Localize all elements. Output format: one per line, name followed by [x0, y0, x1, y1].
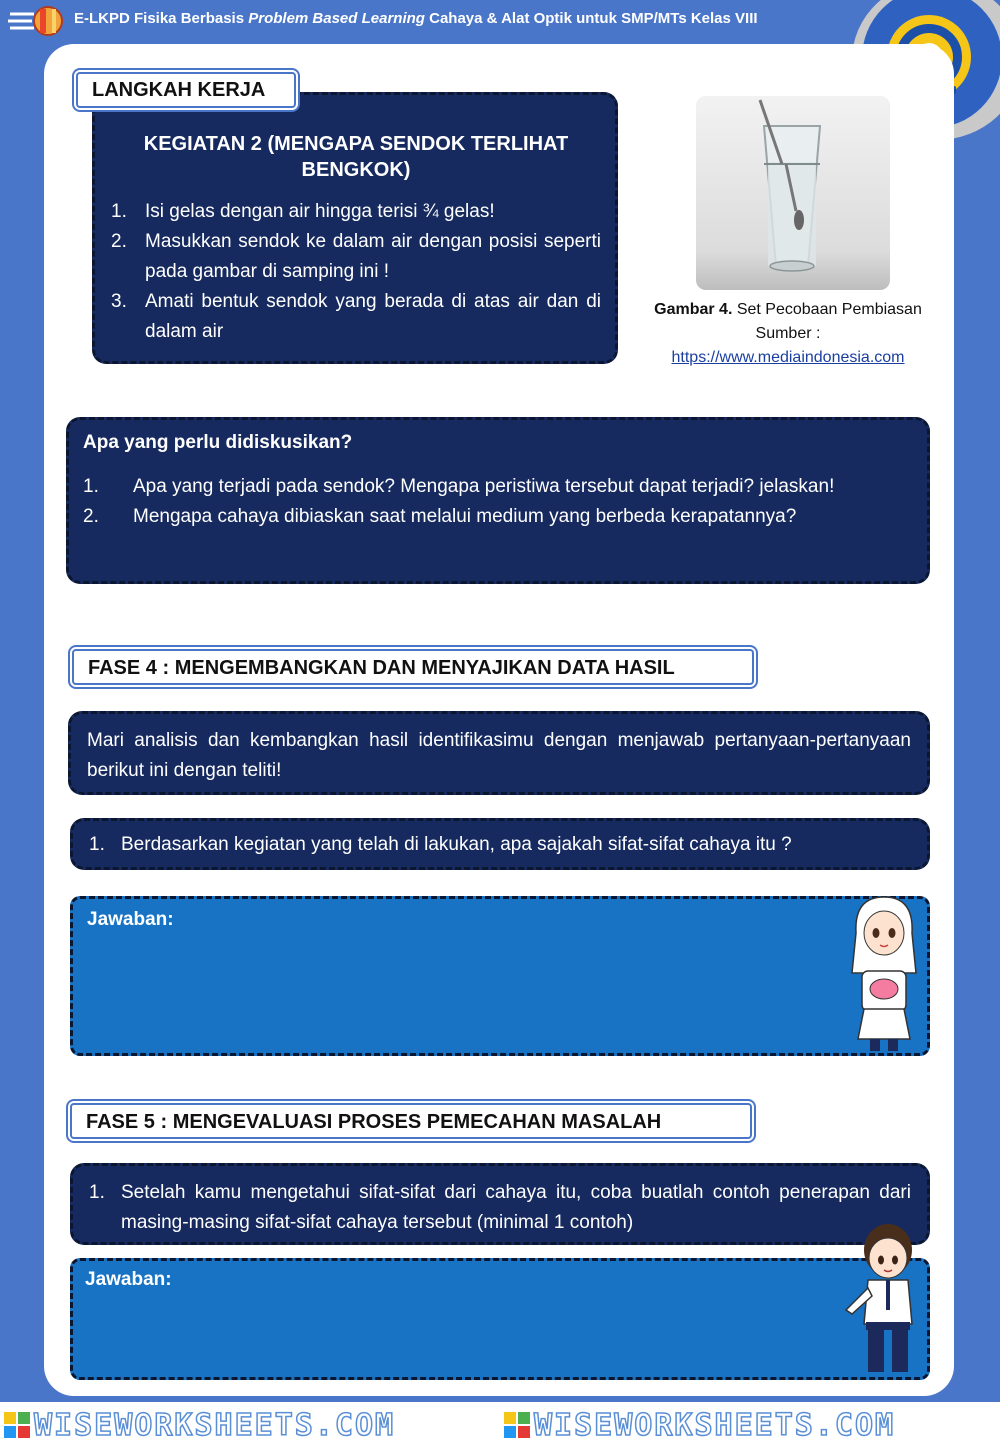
fase5-label: FASE 5 : MENGEVALUASI PROSES PEMECAHAN MASALAH [70, 1103, 752, 1139]
fase4-label: FASE 4 : MENGEMBANGKAN DAN MENYAJIKAN DATA HASIL [72, 649, 754, 685]
fase4-question: Berdasarkan kegiatan yang telah di lakukan, apa sajakah sifat-sifat cahaya itu ? [121, 834, 792, 855]
watermark-text: WISEWORKSHEETS.COM [34, 1408, 396, 1443]
watermark-text: WISEWORKSHEETS.COM [534, 1408, 896, 1443]
glass-spoon-photo [696, 96, 890, 290]
langkah-kerja-label: LANGKAH KERJA [76, 72, 296, 108]
list-item: 2. Masukkan sendok ke dalam air dengan posisi seperti pada gambar di samping ini ! [111, 231, 601, 282]
caption-source: Sumber : [755, 325, 821, 342]
fase4-intro-box [68, 711, 930, 795]
student-boy-icon [842, 1216, 930, 1376]
list-item: 1. Isi gelas dengan air hingga terisi ¾ gelas! [111, 201, 495, 222]
discussion-title: Apa yang perlu didiskusikan? [83, 432, 353, 453]
fase4-answer-label: Jawaban: [87, 909, 174, 930]
header-title: E-LKPD Fisika Berbasis Problem Based Learning Cahaya & Alat Optik untuk SMP/MTs Kelas VIII [74, 10, 758, 27]
kegiatan-steps [111, 197, 601, 347]
discussion-box [66, 417, 930, 584]
list-item: 1. Apa yang terjadi pada sendok? Mengapa peristiwa tersebut dapat terjadi? jelaskan! [83, 476, 835, 497]
header-bar [0, 0, 1000, 44]
glass-spoon-illustration [696, 96, 890, 290]
caption-line: Gambar 4. Set Pecobaan Pembiasan [654, 301, 922, 318]
fase5-answer-box[interactable] [70, 1258, 930, 1380]
list-item: 3. Amati bentuk sendok yang berada di atas air dan di dalam air [111, 291, 601, 342]
footer-watermark-bar [0, 1402, 1000, 1443]
fase4-question-number: 1. [89, 834, 105, 855]
light-bulb-icon [8, 4, 70, 38]
list-item: 2. Mengapa cahaya dibiaskan saat melalui medium yang berbeda kerapatannya? [83, 506, 797, 527]
fase5-question-box [70, 1163, 930, 1245]
fase5-question-number: 1. [89, 1182, 105, 1203]
fase5-question-line [89, 1178, 911, 1238]
worksheet-badge-icon [4, 1412, 30, 1438]
kegiatan-title: KEGIATAN 2 (MENGAPA SENDOK TERLIHAT BENGKOK) [143, 133, 569, 181]
fase4-intro: Mari analisis dan kembangkan hasil identifikasimu dengan menjawab pertanyaan-pertanyaan berikut ini dengan teliti! [87, 730, 911, 781]
fase5-answer-label: Jawaban: [85, 1269, 172, 1290]
discussion-list [83, 472, 913, 532]
figure-caption [620, 298, 956, 370]
fase4-answer-box[interactable] [70, 896, 930, 1056]
fase5-question: Setelah kamu mengetahui sifat-sifat dari cahaya itu, coba buatlah contoh penerapan dari masing-masing sifat-sifat cahaya tersebut (minimal 1 contoh) [121, 1182, 911, 1233]
worksheet-badge-icon [504, 1412, 530, 1438]
kegiatan-box [92, 92, 618, 364]
source-link[interactable]: https://www.mediaindonesia.com [671, 349, 905, 366]
fase4-question-box [70, 818, 930, 870]
student-girl-icon [846, 893, 922, 1055]
